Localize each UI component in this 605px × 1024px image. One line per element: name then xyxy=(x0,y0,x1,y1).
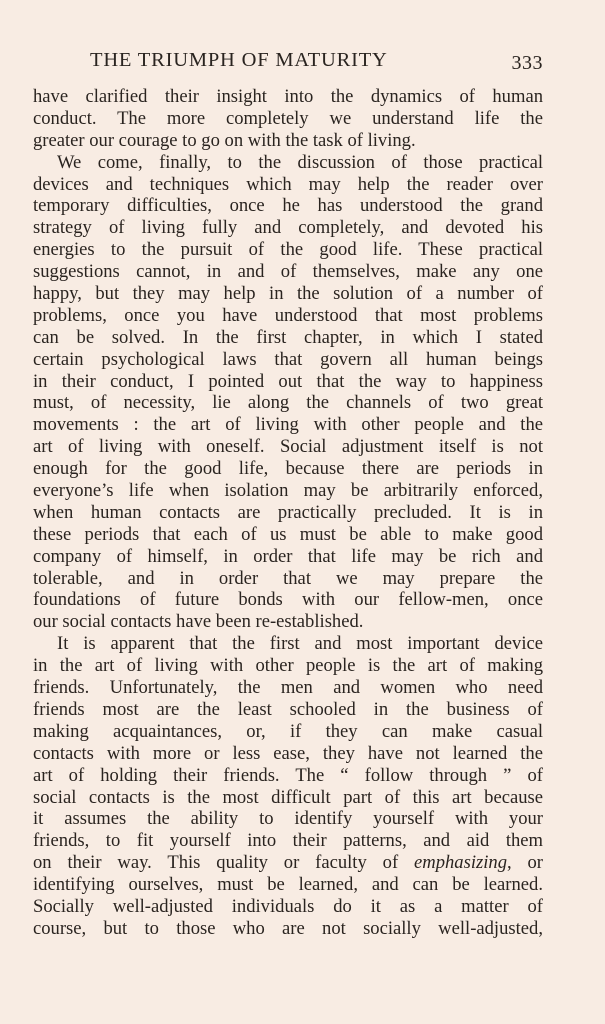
text-line: happy, but they may help in the solution of a number of xyxy=(33,283,543,305)
text-line: tolerable, and in order that we may prepare the xyxy=(33,567,543,589)
text-line: movements : the art of living with other people and the xyxy=(33,414,543,436)
text-line: friends, to fit yourself into their patterns, and aid them xyxy=(33,830,543,852)
book-page xyxy=(33,46,543,940)
text-line: strategy of living fully and completely, and devoted his xyxy=(33,217,543,239)
text-line: friends. Unfortunately, the men and women who need xyxy=(33,677,543,699)
emphasized-word: emphasizing xyxy=(414,852,507,874)
text-line: everyone’s life when isolation may be arbitrarily enforced, xyxy=(33,480,543,502)
text-line: friends most are the least schooled in the business of xyxy=(33,698,543,720)
text-line: energies to the pursuit of the good life. These practical xyxy=(33,239,543,261)
text-line: art of living with oneself. Social adjustment itself is not xyxy=(33,436,543,458)
text-line: contacts with more or less ease, they have not learned the xyxy=(33,742,543,764)
text-line: enough for the good life, because there are periods in xyxy=(33,458,543,480)
line-text: , or xyxy=(506,852,543,874)
paragraph xyxy=(33,152,543,634)
line-text: on their way. This quality or faculty of xyxy=(33,852,399,874)
text-line: course, but to those who are not socially well-adjusted, xyxy=(33,917,543,939)
page-body xyxy=(33,86,543,940)
text-line: suggestions cannot, in and of themselves, make any one xyxy=(33,261,543,283)
text-line: problems, once you have understood that most problems xyxy=(33,304,543,326)
text-line: when human contacts are practically precluded. It is in xyxy=(33,501,543,523)
text-line: in their conduct, I pointed out that the way to happiness xyxy=(33,370,543,392)
page-header xyxy=(33,46,543,86)
page-number: 333 xyxy=(511,52,543,74)
text-line: art of holding their friends. The “ follow through ” of xyxy=(33,764,543,786)
text-line: it assumes the ability to identify yourself with your xyxy=(33,808,543,830)
text-line: our social contacts have been re-established. xyxy=(33,611,364,633)
text-line: have clarified their insight into the dynamics of human xyxy=(33,86,543,107)
text-line: can be solved. In the first chapter, in which I stated xyxy=(33,326,543,348)
text-line: temporary difficulties, once he has understood the grand xyxy=(33,195,543,217)
text-line: company of himself, in order that life may be rich and xyxy=(33,545,543,567)
text-line-emphasis xyxy=(33,852,543,874)
text-line: devices and techniques which may help the reader over xyxy=(33,173,543,195)
text-line: these periods that each of us must be able to make good xyxy=(33,523,543,545)
paragraph xyxy=(33,633,543,939)
text-line: Socially well-adjusted individuals do it as a matter of xyxy=(33,895,543,917)
text-line: certain psychological laws that govern all human beings xyxy=(33,348,543,370)
text-line: must, of necessity, lie along the channels of two great xyxy=(33,392,543,414)
text-line: making acquaintances, or, if they can make casual xyxy=(33,720,543,742)
running-head: THE TRIUMPH OF MATURITY xyxy=(90,49,388,71)
text-line: social contacts is the most difficult part of this art because xyxy=(33,786,543,808)
text-line: conduct. The more completely we understand life the xyxy=(33,107,543,129)
text-line: greater our courage to go on with the task of living. xyxy=(33,129,416,151)
text-line: foundations of future bonds with our fellow-men, once xyxy=(33,589,543,611)
text-line: identifying ourselves, must be learned, and can be learned. xyxy=(33,874,543,896)
text-line: We come, finally, to the discussion of those practical xyxy=(57,151,543,173)
text-line: in the art of living with other people is the art of making xyxy=(33,655,543,677)
paragraph xyxy=(33,86,543,152)
text-line: It is apparent that the first and most important device xyxy=(57,633,543,655)
